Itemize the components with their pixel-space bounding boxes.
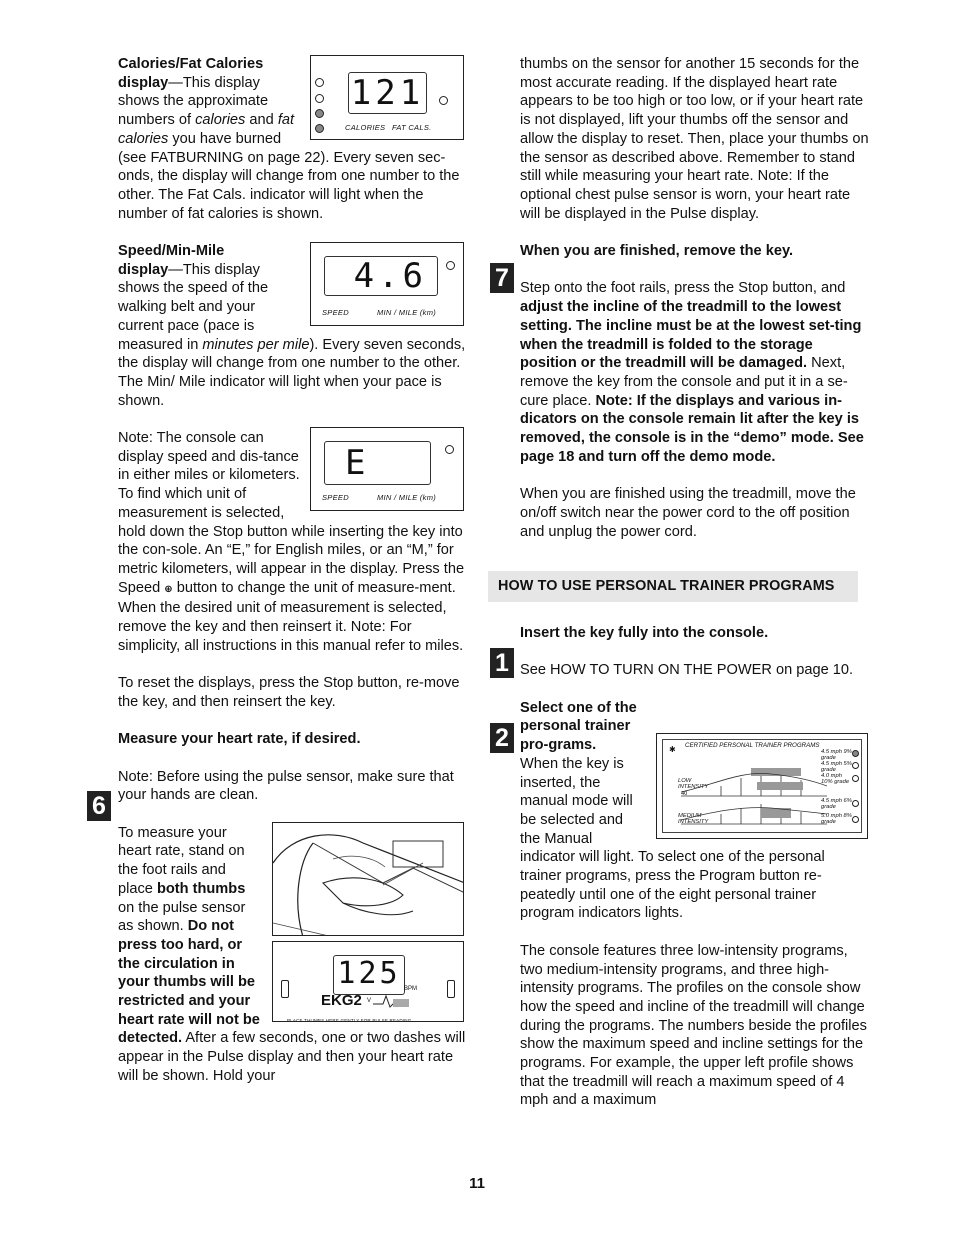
step-7-badge: 7 xyxy=(490,263,514,293)
min-mile-label: MIN / MILE (km) xyxy=(377,308,437,318)
step-6-badge: 6 xyxy=(87,791,111,821)
text: Note: The console can display speed and dis-tance in either miles or kilometers. To find which unit of measurement is selected, hold down the Stop button while inserting the key into the con-sole. An “E,” for English miles, or an “M,” for metric kilometers, will appear in the display. Press the Speed xyxy=(118,430,465,596)
text: After a few seconds, one or two dashes will appear in the Pulse display and then your heart rate will be shown. Hold your xyxy=(118,1030,466,1084)
indicator-light xyxy=(315,109,324,118)
step6-note: Note: Before using the pulse sensor, make sure that your hands are clean. xyxy=(118,768,454,804)
program-setting-4: 4.5 mph 6% grade xyxy=(821,797,852,810)
pulse-display-illustration xyxy=(272,941,464,1022)
calories-heading: Calories/Fat Calories xyxy=(118,56,264,72)
step1-paragraph: See HOW TO TURN ON THE POWER on page 10. xyxy=(520,662,854,679)
ekg-brand: EKG2 xyxy=(321,991,362,1009)
indicator-light xyxy=(445,445,454,454)
indicator-light xyxy=(439,96,448,105)
heartbeat-icon xyxy=(373,994,409,1008)
speed-heading-2: display xyxy=(118,261,169,278)
unit-readout: E xyxy=(324,441,431,485)
power-off-paragraph: When you are finished using the treadmill, move the on/off switch near the power cord to the off position and unplug the power cord. xyxy=(520,486,856,540)
bpm-label: BPM xyxy=(404,985,418,992)
text: —This display shows the approximate numbers of xyxy=(118,74,269,129)
text: on the pulse sensor as shown. xyxy=(118,899,246,935)
step7-paragraph xyxy=(520,279,870,466)
heart-rate-continued: thumbs on the sensor for another 15 seconds for the most accurate reading. If the displayed heart rate appears to be too high or too low, or if your heart rate is not displayed, lift your thumbs off the sensor and allow the display to reset. Then, place your thumbs on the sensor as described above. Remember to stand still while measuring your heart rate. Note: If the optional chest pulse sensor is worn, your heart rate will be displayed in the Pulse display. xyxy=(520,56,869,222)
text: To measure your heart rate, stand on the foot rails and place xyxy=(118,824,245,897)
right-column xyxy=(498,55,870,1110)
calories-heading-2: display xyxy=(118,74,169,91)
step7-heading: When you are finished, remove the key. xyxy=(520,243,794,260)
hands-on-sensor-illustration xyxy=(272,822,464,936)
indicator-light xyxy=(446,261,455,270)
program-indicator-light xyxy=(852,762,859,769)
speed-button-icon: ⊕ xyxy=(164,583,173,595)
text: minutes per mile xyxy=(202,336,310,353)
programs-title: CERTIFIED PERSONAL TRAINER PROGRAMS xyxy=(685,741,820,749)
text: both thumbs xyxy=(156,880,246,897)
text: button to change the unit of measure-ment. When the desired unit of measurement is selected, remove the key and then reinsert it. Note: For simplicity, all instructions in this manual refer to miles. xyxy=(118,579,464,654)
program-setting-1: 4.5 mph 9% grade xyxy=(821,748,852,761)
text: adjust the incline of the treadmill to the lowest setting. The incline must be at the lowest set-ting when the treadmill is folded to the storage position or the treadmill will be damaged. xyxy=(520,299,862,372)
text: ). Every seven seconds, the display will change from one number to the other. The Min/ Mile indicator will light when your pace is shown. xyxy=(118,336,466,409)
calories-display-figure xyxy=(310,55,466,140)
text: Do not press too hard, or the circulation in your thumbs will be restricted and your heart rate will not be detected. xyxy=(118,918,260,1047)
pulse-readout: 125 xyxy=(333,955,405,995)
medium-intensity-label: MEDIUM INTENSITY xyxy=(678,812,709,825)
program-indicator-light xyxy=(852,750,859,757)
indicator-light xyxy=(315,94,324,103)
text: Next, remove the key from the console and put it in a se-cure place. xyxy=(520,355,848,409)
speed-lcd xyxy=(310,242,464,326)
hands-illustration xyxy=(273,823,464,936)
reset-paragraph: To reset the displays, press the Stop button, re-move the key, and then reinsert the key. xyxy=(118,675,460,710)
speed-heading: Speed/Min-Mile xyxy=(118,243,225,260)
low-intensity-label: LOW INTENSITY xyxy=(678,777,709,790)
program-setting-3: 4.0 mph 10% grade xyxy=(821,772,850,785)
pulse-caption: PLACE THUMBS HERE GENTLY FOR PULSE READING xyxy=(287,1017,412,1022)
program-indicator-light xyxy=(852,800,859,807)
trainer-logo-icon: ✱ xyxy=(669,744,676,754)
program-indicator-light xyxy=(852,816,859,823)
text: and xyxy=(245,112,278,129)
unit-lcd xyxy=(310,427,464,511)
speed-label: SPEED xyxy=(322,493,349,503)
left-column xyxy=(118,55,466,1086)
step-2-badge: 2 xyxy=(490,723,514,753)
right-pulse-grip-icon xyxy=(447,980,455,998)
program-setting-2: 4.5 mph 5% grade xyxy=(821,760,852,773)
left-pulse-grip-icon xyxy=(281,980,289,998)
step6-heading: Measure your heart rate, if desired. xyxy=(118,731,361,748)
speed-label: SPEED xyxy=(322,308,349,318)
fat-cals-label: FAT CALS. xyxy=(392,123,432,132)
calories-lcd xyxy=(310,55,464,140)
speed-display-figure xyxy=(310,242,466,326)
unit-display-figure xyxy=(310,427,466,511)
step2-heading: Select one of the personal trainer pro-grams. xyxy=(520,699,637,754)
ekg-brand-sup: V xyxy=(367,997,372,1004)
text: you have burned (see FATBURNING on page 22). Every seven sec-onds, the display will change from one number to the other. The Fat Cals. indicator will light when the number of fat calories is shown. xyxy=(118,130,460,222)
text: When the key is inserted, the manual mode will be selected and the Manual indicator will light. To select one of the personal trainer programs, press the Program button re-peatedly until one of the eight personal trainer program indicators lights. xyxy=(520,755,825,922)
program-indicator-light xyxy=(852,775,859,782)
section-heading-personal-trainer: HOW TO USE PERSONAL TRAINER PROGRAMS xyxy=(488,571,858,602)
svg-text:40: 40 xyxy=(681,790,688,797)
program-setting-5: 5.0 mph 8% grade xyxy=(821,812,852,825)
programs-figure xyxy=(656,733,870,839)
programs-panel-inner xyxy=(662,739,862,833)
programs-paragraph: The console features three low-intensity programs, two medium-intensity programs, and three high-intensity programs. The profiles on the console show how the speed and incline of the treadmill will change during the programs. The numbers beside the profiles show the maximum speed and incline settings for the programs. For example, the upper left profile shows that the treadmill will reach a maximum speed of 4 mph and a maximum xyxy=(520,942,867,1109)
text: Step onto the foot rails, press the Stop button, and xyxy=(520,280,846,297)
text: Note: If the displays and various in-dicators on the console remain lit after the key is removed, the console is in the “demo” mode. See page 18 and turn off the demo mode. xyxy=(520,392,864,465)
text: —This display shows the speed of the walking belt and your current pace (pace is measured in xyxy=(118,261,269,353)
speed-readout: 4.6 xyxy=(324,256,438,296)
page-number: 11 xyxy=(469,1175,485,1192)
indicator-light xyxy=(315,124,324,133)
program-profiles-graph xyxy=(681,750,827,830)
min-mile-label: MIN / MILE (km) xyxy=(377,493,437,503)
step1-heading: Insert the key fully into the console. xyxy=(520,624,769,641)
indicator-light xyxy=(315,78,324,87)
text: fat calories xyxy=(118,112,295,147)
pulse-sensor-figure xyxy=(272,822,466,1022)
calories-label: CALORIES xyxy=(345,123,386,132)
calories-readout: 121 xyxy=(348,72,427,114)
programs-panel xyxy=(656,733,868,839)
text: calories xyxy=(195,112,246,129)
step-1-badge: 1 xyxy=(490,648,514,678)
